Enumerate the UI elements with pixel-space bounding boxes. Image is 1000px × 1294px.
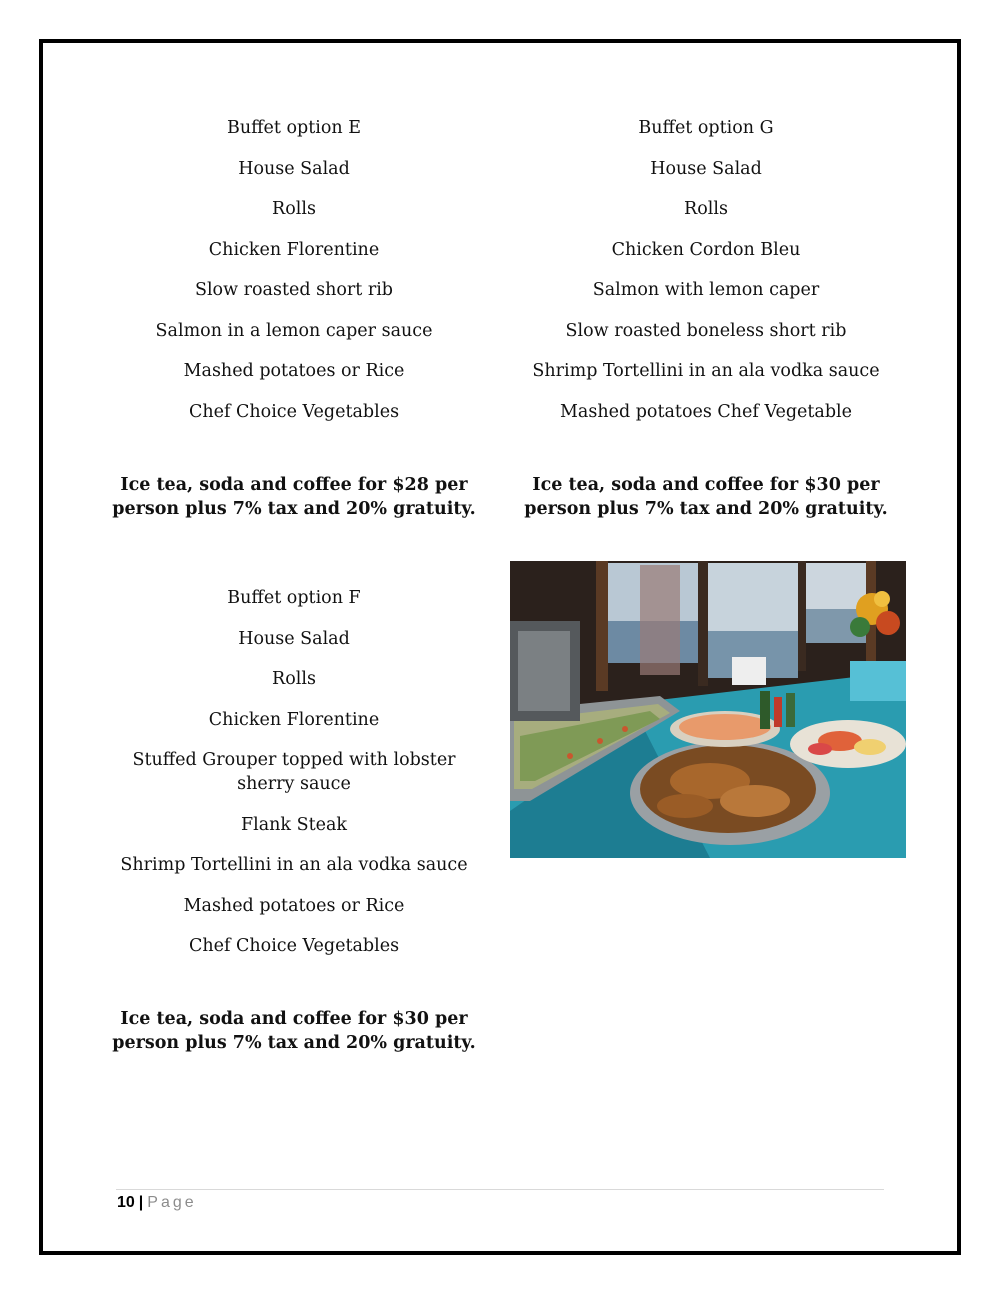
menu-item: Mashed potatoes or Rice [183, 895, 405, 916]
menu-item: Flank Steak [240, 814, 348, 835]
price-line: person plus 7% tax and 20% gratuity. [524, 498, 888, 519]
menu-item: Salmon in a lemon caper sauce [155, 320, 433, 341]
menu-item: Mashed potatoes Chef Vegetable [559, 401, 853, 422]
menu-item: House Salad [238, 628, 350, 649]
menu-item-line: sherry sauce [237, 774, 351, 794]
menu-item: Chef Choice Vegetables [188, 936, 400, 956]
page-number: 10 [117, 1194, 135, 1211]
page-footer [117, 1192, 197, 1214]
option-title: Buffet option G [638, 118, 774, 138]
menu-item: House Salad [238, 158, 350, 179]
buffet-option-g [516, 116, 896, 521]
menu-item: Rolls [684, 199, 728, 219]
menu-item: Salmon with lemon caper [592, 280, 820, 300]
menu-item: Rolls [272, 669, 316, 689]
price-note [104, 1007, 484, 1055]
buffet-photo-image [510, 561, 906, 858]
price-line: Ice tea, soda and coffee for $30 per [532, 474, 880, 495]
menu-item: Shrimp Tortellini in an ala vodka sauce [120, 855, 468, 875]
price-note [104, 473, 484, 521]
menu-item: Shrimp Tortellini in an ala vodka sauce [532, 361, 880, 381]
menu-item: Rolls [272, 199, 316, 219]
menu-item: Chicken Florentine [208, 709, 380, 730]
page-label: Page [147, 1194, 197, 1211]
price-line: Ice tea, soda and coffee for $30 per [120, 1009, 468, 1029]
footer-separator: | [138, 1194, 144, 1211]
buffet-option-f [104, 586, 484, 1055]
buffet-photo [510, 561, 906, 858]
menu-item: House Salad [650, 158, 762, 179]
price-line: person plus 7% tax and 20% gratuity. [112, 1033, 476, 1053]
menu-item: Chicken Cordon Bleu [611, 239, 801, 260]
option-title: Buffet option F [227, 588, 361, 608]
menu-item: Mashed potatoes or Rice [183, 361, 405, 381]
option-title: Buffet option E [226, 118, 362, 138]
price-note [516, 473, 896, 521]
footer-divider [116, 1189, 884, 1190]
menu-item-line: Stuffed Grouper topped with lobster [132, 750, 456, 770]
price-line: person plus 7% tax and 20% gratuity. [112, 498, 476, 519]
price-line: Ice tea, soda and coffee for $28 per [120, 474, 468, 495]
menu-item: Slow roasted short rib [194, 280, 394, 300]
buffet-option-e [104, 116, 484, 521]
menu-item: Slow roasted boneless short rib [565, 320, 847, 341]
menu-item: Chef Choice Vegetables [188, 401, 400, 422]
menu-item-two-line [104, 748, 484, 796]
menu-item: Chicken Florentine [208, 239, 380, 260]
